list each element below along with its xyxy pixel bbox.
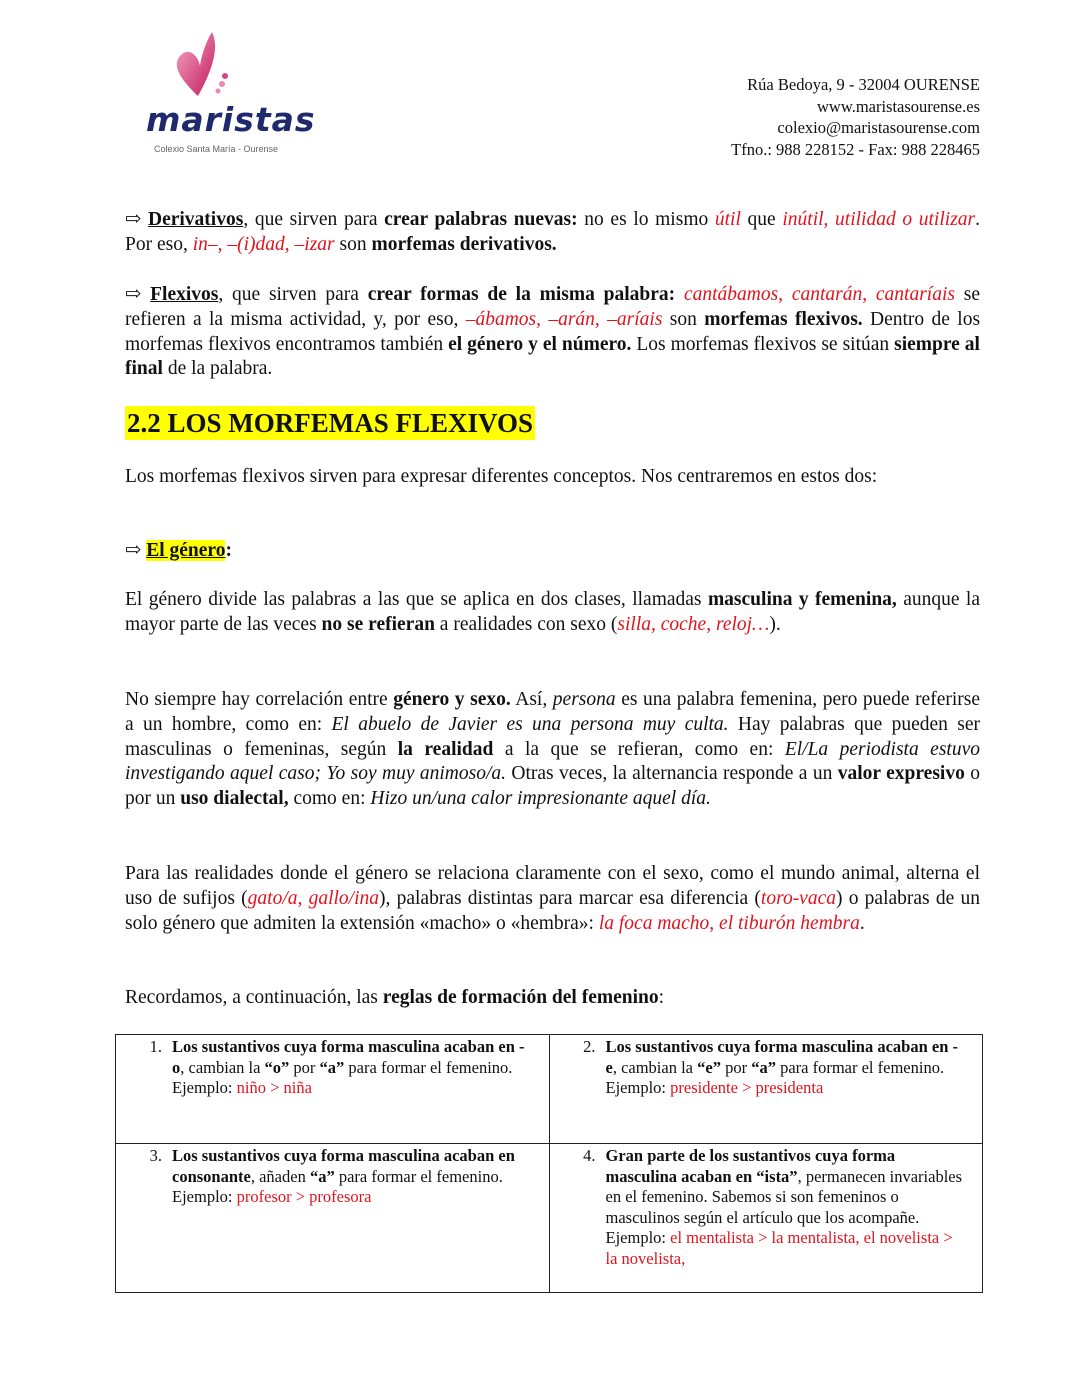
logo-wordmark: maristas [146, 100, 316, 139]
rule-text [606, 1146, 969, 1270]
text-run: persona [552, 689, 616, 710]
text-run: gato/a, gallo/ina [247, 887, 380, 909]
text-run: , cambian la [180, 1057, 265, 1077]
text-run: Los sustantivos cuya forma masculina acaban en -o [172, 1037, 525, 1077]
text-run: El/La periodista estuvo investigando aquel caso; Yo soy muy animoso/a. [125, 738, 980, 785]
text-run: crear formas de la misma palabra: [367, 284, 676, 305]
text-run: morfemas flexivos. [704, 308, 863, 330]
text-run: “e” [697, 1057, 721, 1077]
rule-text [606, 1037, 969, 1099]
rule-text [172, 1037, 535, 1099]
text-run: ) o palabras de un solo género que admiten la extensión «macho» o «hembra»: [125, 887, 980, 934]
text-run: “a” [309, 1166, 335, 1186]
text-run: –ábamos, –arán, –aríais [465, 308, 663, 330]
rule-cell [116, 1035, 550, 1144]
text-run: Así, [510, 689, 553, 710]
text-run: , cambian la [612, 1057, 698, 1077]
text-run: , permanecen invariables en el femenino. Sabemos si son femeninos o masculinos según el artículo que los acompañe. Ejemplo: [605, 1166, 963, 1248]
text-run: a realidades con sexo ( [434, 613, 618, 635]
text-run: Flexivos [150, 284, 219, 305]
text-run: género y sexo. [393, 689, 511, 710]
text-run: silla, coche, reloj… [617, 613, 770, 635]
paragraph-animales [125, 862, 980, 936]
text-run: . Por eso, [125, 209, 980, 255]
text-run: ), palabras distintas para marcar esa diferencia ( [379, 887, 761, 909]
text-run: son [334, 233, 372, 255]
text-run: que [740, 209, 783, 230]
text-run: ⇨ [125, 209, 148, 230]
text-run: Recordamos, a continuación, las [125, 987, 383, 1008]
text-run: se refieren a la misma actividad, y, por eso, [125, 284, 981, 330]
paragraph-reglas-intro [125, 986, 980, 1011]
text-run: : [658, 987, 665, 1008]
text-run: Los sustantivos cuya forma masculina acaban en consonante [172, 1146, 515, 1186]
logo-subtitle: Colexio Santa María - Ourense [154, 144, 279, 154]
text-run: morfemas derivativos. [371, 233, 557, 255]
feminine-rules-table [115, 1034, 983, 1293]
subheading-genero [125, 539, 980, 564]
paragraph-intro [125, 465, 980, 490]
text-run: profesor > profesora [236, 1187, 372, 1207]
text-run: ⇨ [125, 284, 151, 305]
rule-text [172, 1146, 535, 1208]
school-contact [731, 74, 980, 160]
text-run: uso dialectal, [180, 788, 289, 810]
section-heading: 2.2 LOS MORFEMAS FLEXIVOS [127, 408, 534, 438]
text-run: para formar el femenino. Ejemplo: [605, 1057, 945, 1098]
text-run: ). [769, 613, 781, 635]
text-run: para formar el femenino. Ejemplo: [172, 1166, 503, 1207]
text-run: cantábamos, cantarán, cantaríais [683, 284, 955, 305]
text-run: siempre al final [125, 333, 980, 380]
text-run: es una palabra femenina, pero puede referirse a un hombre, como en: [125, 689, 981, 735]
text-run: , añaden [250, 1166, 310, 1186]
text-run: No siempre hay correlación entre [125, 689, 394, 710]
address-line: Rúa Bedoya, 9 - 32004 OURENSE [747, 75, 980, 94]
text-run: “o” [264, 1057, 290, 1077]
text-run: no es lo mismo [577, 209, 715, 230]
text-run: son [662, 308, 705, 330]
heart-logo-icon [140, 24, 298, 104]
text-run: o por un [125, 763, 981, 810]
text-run: Otras veces, la alternancia responde a un [506, 763, 838, 785]
rule-number: 2. [583, 1037, 596, 1056]
text-run: Dentro de los morfemas flexivos encontramos también [125, 308, 981, 355]
text-run: la foca macho, el tiburón hembra [598, 912, 860, 934]
text-run: Gran parte de los sustantivos cuya forma masculina acaban en “ista” [605, 1146, 896, 1186]
text-run: : [225, 540, 232, 561]
text-run: Los sustantivos cuya forma masculina acaban en -e [605, 1037, 958, 1077]
text-run: como en: [288, 788, 371, 810]
text-run: Los morfemas flexivos sirven para expresar diferentes conceptos. Nos centraremos en estos dos: [125, 466, 878, 487]
rule-number: 3. [149, 1146, 162, 1165]
text-run: el mentalista > la mentalista, el novelista > la novelista, [605, 1228, 953, 1268]
text-run: inútil, utilidad o utilizar [782, 209, 976, 230]
text-run: toro-vaca [760, 887, 836, 909]
paragraph-genero-definition [125, 588, 980, 638]
text-run: Los morfemas flexivos se sitúan [631, 333, 895, 355]
rule-number: 4. [583, 1146, 596, 1165]
text-run: , que sirven para [218, 284, 368, 305]
text-run: presidente > presidenta [670, 1078, 824, 1098]
text-run: útil [714, 209, 741, 230]
text-run: valor expresivo [837, 763, 965, 785]
text-run: niño > niña [236, 1078, 312, 1098]
text-run: para formar el femenino. Ejemplo: [172, 1057, 513, 1098]
text-run: masculina y femenina, [707, 589, 897, 610]
text-run: Hay palabras que pueden ser masculinas o femeninas, según [125, 713, 980, 760]
rule-cell [116, 1144, 550, 1293]
school-logo [140, 24, 316, 160]
text-run [675, 284, 684, 305]
paragraph-genero-sexo [125, 688, 980, 812]
text-run: El género divide las palabras a las que se aplica en dos clases, llamadas [125, 589, 708, 610]
rule-number: 1. [149, 1037, 162, 1056]
text-run: “a” [319, 1057, 345, 1077]
text-run: crear palabras nuevas: [384, 209, 578, 230]
text-run: , que sirven para [243, 209, 385, 230]
paragraph-derivativos [125, 208, 980, 258]
text-run: El abuelo de Javier es una persona muy culta. [331, 713, 729, 735]
text-run: Para las realidades donde el género se relaciona claramente con el sexo, como el mundo animal, alterna el uso de sufijos ( [125, 863, 980, 909]
text-run: Derivativos [148, 209, 244, 230]
website-link[interactable]: www.maristasourense.es [817, 96, 980, 116]
text-run: ⇨ [125, 540, 147, 561]
text-run: Hizo un/una calor impresionante aquel día. [370, 788, 711, 810]
text-run: no se refieran [321, 613, 435, 635]
text-run: de la palabra. [162, 358, 273, 380]
text-run: la realidad [397, 738, 494, 760]
text-run: “a” [751, 1057, 776, 1077]
text-run: aunque la mayor parte de las veces [125, 589, 980, 635]
rule-cell [549, 1144, 983, 1293]
text-run: . [859, 912, 865, 934]
text-run: el género y el número. [448, 333, 632, 355]
text-run: por [720, 1057, 752, 1077]
email-link[interactable]: colexio@maristasourense.com [777, 118, 980, 137]
text-run: reglas de formación del femenino [382, 987, 659, 1008]
text-run: El género [146, 540, 226, 561]
rule-cell [549, 1035, 983, 1144]
paragraph-flexivos [125, 283, 980, 382]
text-run: a la que se refieran, como en: [493, 738, 785, 760]
text-run: por [289, 1057, 320, 1077]
text-run: in–, –(i)dad, –izar [192, 233, 335, 255]
phone-fax: Tfno.: 988 228152 - Fax: 988 228465 [731, 139, 980, 159]
